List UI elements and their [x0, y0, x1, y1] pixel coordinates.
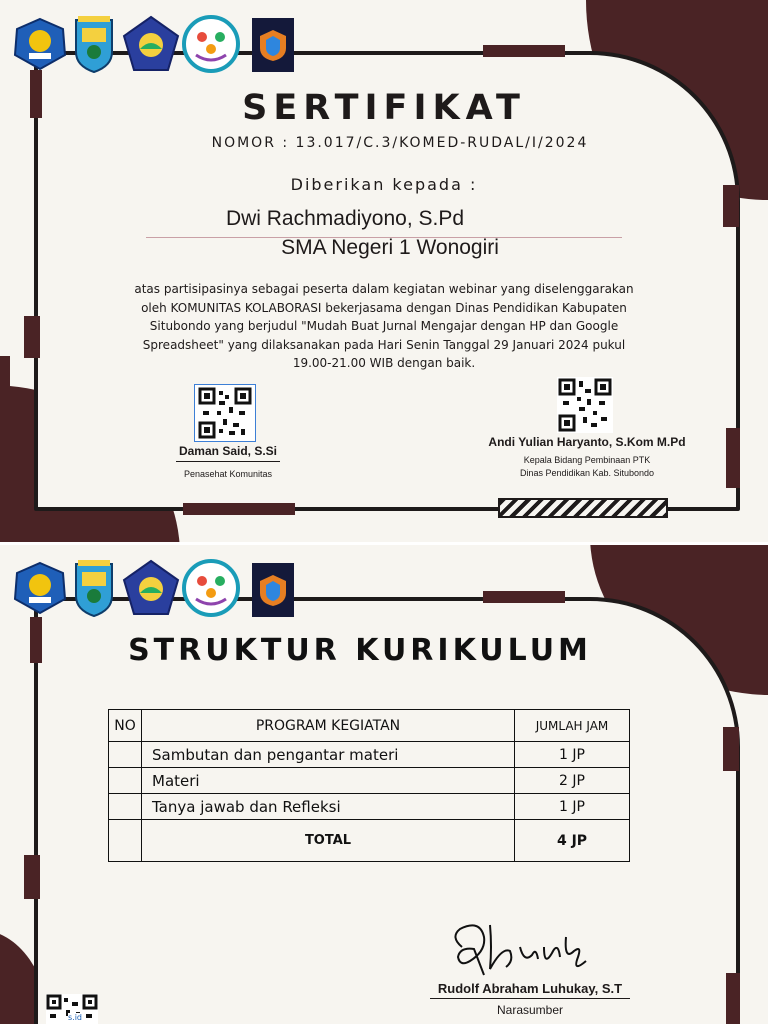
pgri-larangan-community-logo [182, 15, 240, 73]
table-row [109, 768, 630, 794]
total-label: TOTAL [142, 820, 515, 862]
frame-accent [726, 428, 740, 488]
signer-left-role: Penasehat Komunitas [183, 469, 273, 479]
body-line: 19.00-21.00 WIB dengan baik. [292, 356, 476, 370]
signer-right-office: Dinas Pendidikan Kab. Situbondo [519, 468, 655, 478]
certificate-body [84, 280, 684, 373]
header-no: NO [109, 710, 142, 742]
row-program: Tanya jawab dan Refleksi [142, 794, 515, 820]
curriculum-table [108, 709, 630, 862]
row-no [109, 742, 142, 768]
frame-accent [183, 503, 295, 515]
regional-emblem-logo [72, 559, 116, 617]
corner-shape-left-mid [0, 356, 10, 386]
qr-caption: s.id [68, 1013, 83, 1022]
frame-accent [483, 591, 565, 603]
pgri-larangan-community-logo [182, 559, 240, 617]
komed-rudal-badge-logo [252, 18, 294, 72]
table-row [109, 794, 630, 820]
tut-wuri-handayani-logo [12, 15, 68, 73]
signer-name: Rudolf Abraham Luhukay, S.T [437, 981, 623, 996]
row-hours: 1 JP [515, 794, 630, 820]
frame-accent [24, 316, 40, 358]
row-no [109, 794, 142, 820]
certificate-number: NOMOR : 13.017/C.3/KOMED-RUDAL/I/2024 [211, 135, 589, 151]
table-row [109, 742, 630, 768]
table-header-row [109, 710, 630, 742]
body-line: Situbondo yang berjudul "Mudah Buat Jurnal Mengajar dengan HP dan Google [149, 319, 619, 333]
curriculum-page [0, 545, 768, 1024]
header-program: PROGRAM KEGIATAN [142, 710, 515, 742]
pgri-education-logo [122, 15, 180, 73]
frame-accent [30, 70, 42, 118]
handwritten-signature [440, 917, 600, 985]
body-line: oleh KOMUNITAS KOLABORASI bekerjasama dengan Dinas Pendidikan Kabupaten [141, 300, 627, 315]
body-line: Spreadsheet" yang dilaksanakan pada Hari Senin Tanggal 29 Januari 2024 pukul [142, 337, 626, 352]
header-hours: JUMLAH JAM [515, 710, 630, 742]
table-total-row [109, 820, 630, 862]
frame-accent [723, 727, 739, 771]
signer-left-rule [176, 461, 280, 462]
signer-right-role: Kepala Bidang Pembinaan PTK [523, 455, 651, 465]
row-no [109, 768, 142, 794]
frame-accent [723, 185, 739, 227]
frame-accent [24, 855, 40, 899]
komed-rudal-badge-logo [252, 563, 294, 617]
signer-right-name: Andi Yulian Haryanto, S.Kom M.Pd [488, 435, 686, 449]
signer-rule [430, 998, 630, 999]
regional-emblem-logo [72, 15, 116, 73]
body-line: atas partisipasinya sebagai peserta dalam kegiatan webinar yang diselenggarakan [134, 282, 634, 296]
curriculum-title: STRUKTUR KURIKULUM [128, 633, 592, 668]
pgri-education-logo [122, 559, 180, 617]
row-hours: 1 JP [515, 742, 630, 768]
total-hours: 4 JP [515, 820, 630, 862]
hatched-bar [498, 498, 668, 518]
total-no [109, 820, 142, 862]
row-hours: 2 JP [515, 768, 630, 794]
frame-accent [726, 973, 740, 1024]
certificate-title: SERTIFIKAT [242, 88, 526, 128]
row-program: Sambutan dan pengantar materi [142, 742, 515, 768]
frame-accent [30, 617, 42, 663]
recipient-name: Dwi Rachmadiyono, S.Pd [225, 207, 465, 230]
signer-left-name: Daman Said, S.Si [178, 444, 278, 458]
row-program: Materi [142, 768, 515, 794]
qr-code-left [194, 384, 256, 442]
tut-wuri-handayani-logo [12, 559, 68, 617]
signer-role: Narasumber [496, 1003, 564, 1017]
given-to-label: Diberikan kepada : [290, 175, 478, 194]
qr-code-right [557, 377, 613, 433]
recipient-school: SMA Negeri 1 Wonogiri [281, 236, 499, 259]
frame-accent [483, 45, 565, 57]
